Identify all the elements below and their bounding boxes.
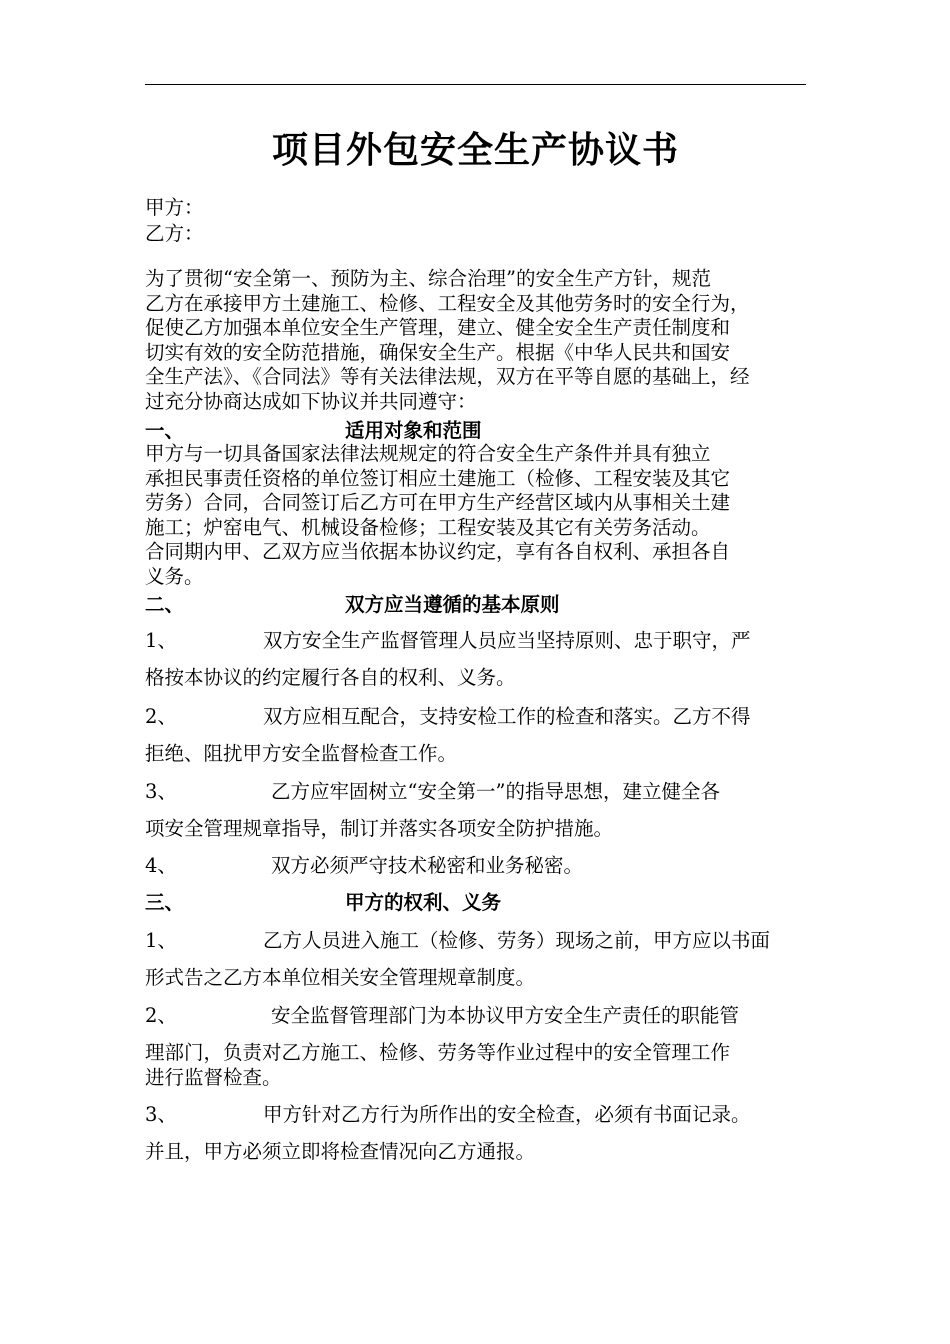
section-title: 甲方的权利、义务 — [345, 891, 502, 914]
intro-line: 促使乙方加强本单位安全生产管理，建立、健全安全生产责任制度和 — [145, 316, 731, 340]
item-number: 3、 — [145, 1103, 177, 1126]
item-text: 拒绝、阻扰甲方安全监督检查工作。 — [145, 742, 458, 765]
item-number: 3、 — [145, 780, 177, 803]
intro-line: 为了贯彻“安全第一、预防为主、综合治理”的安全生产方针，规范 — [145, 267, 711, 290]
intro-line: 过充分协商达成如下协议并共同遵守： — [145, 389, 477, 413]
list-item — [145, 847, 810, 884]
party-a-label: 甲方： — [145, 196, 204, 219]
section-number: 三、 — [145, 891, 185, 914]
section-heading — [145, 419, 482, 443]
item-number: 1、 — [145, 629, 177, 652]
list-item — [145, 622, 810, 696]
item-text: 理部门，负责对乙方施工、检修、劳务等作业过程中的安全管理工作 — [145, 1041, 731, 1064]
intro-line: 切实有效的安全防范措施，确保安全生产。根据《中华人民共和国安 — [145, 340, 731, 364]
section-body-line: 义务。 — [145, 564, 204, 588]
section-number: 一、 — [145, 419, 185, 442]
section-title: 双方应当遵循的基本原则 — [345, 593, 560, 616]
item-text: 进行监督检查。 — [145, 1066, 282, 1089]
header-rule — [145, 84, 806, 85]
item-text: 双方安全生产监督管理人员应当坚持原则、忠于职守，严 — [263, 629, 751, 652]
item-text: 双方应相互配合，支持安检工作的检查和落实。乙方不得 — [263, 705, 751, 728]
list-item — [145, 922, 810, 996]
intro-paragraph — [145, 267, 810, 415]
item-number: 2、 — [145, 1004, 177, 1027]
intro-line: 全生产法》、《合同法》等有关法律法规，双方在平等自愿的基础上，经 — [145, 365, 750, 389]
intro-line: 乙方在承接甲方土建施工、检修、工程安全及其他劳务时的安全行为， — [145, 291, 750, 315]
section-body-line: 劳务）合同，合同签订后乙方可在甲方生产经营区域内从事相关土建 — [145, 491, 731, 515]
section-body — [145, 442, 810, 590]
list-item — [145, 1096, 810, 1170]
section-number: 二、 — [145, 593, 185, 616]
section-body-line: 施工；炉窑电气、机械设备检修；工程安装及其它有关劳务活动。 — [145, 515, 711, 539]
item-text: 乙方应牢固树立“安全第一”的指导思想，建立健全各 — [271, 780, 720, 803]
section-heading — [145, 891, 501, 915]
item-text: 形式告之乙方本单位相关安全管理规章制度。 — [145, 966, 536, 989]
item-number: 4、 — [145, 854, 177, 877]
item-text: 双方必须严守技术秘密和业务秘密。 — [271, 854, 584, 877]
item-text: 安全监督管理部门为本协议甲方安全生产责任的职能管 — [271, 1004, 740, 1027]
item-text: 乙方人员进入施工（检修、劳务）现场之前，甲方应以书面 — [263, 929, 771, 952]
item-text: 甲方针对乙方行为所作出的安全检查，必须有书面记录。 — [263, 1103, 751, 1126]
item-text: 并且，甲方必须立即将检查情况向乙方通报。 — [145, 1140, 536, 1163]
list-item — [145, 698, 810, 772]
list-item — [145, 997, 810, 1071]
section-heading — [145, 593, 560, 617]
item-number: 2、 — [145, 705, 177, 728]
section-body-line: 甲方与一切具备国家法律法规规定的符合安全生产条件并具有独立 — [145, 442, 711, 465]
item-text: 项安全管理规章指导，制订并落实各项安全防护措施。 — [145, 817, 614, 840]
item-number: 1、 — [145, 929, 177, 952]
section-body-line: 承担民事责任资格的单位签订相应土建施工（检修、工程安装及其它 — [145, 466, 731, 490]
party-b-label: 乙方： — [145, 222, 204, 245]
document-title: 项目外包安全生产协议书 — [271, 129, 679, 171]
section-body-line: 合同期内甲、乙双方应当依据本协议约定，享有各自权利、承担各自 — [145, 540, 731, 564]
list-item — [145, 773, 810, 847]
section-title: 适用对象和范围 — [345, 419, 482, 442]
item-text: 格按本协议的约定履行各自的权利、义务。 — [145, 666, 516, 689]
